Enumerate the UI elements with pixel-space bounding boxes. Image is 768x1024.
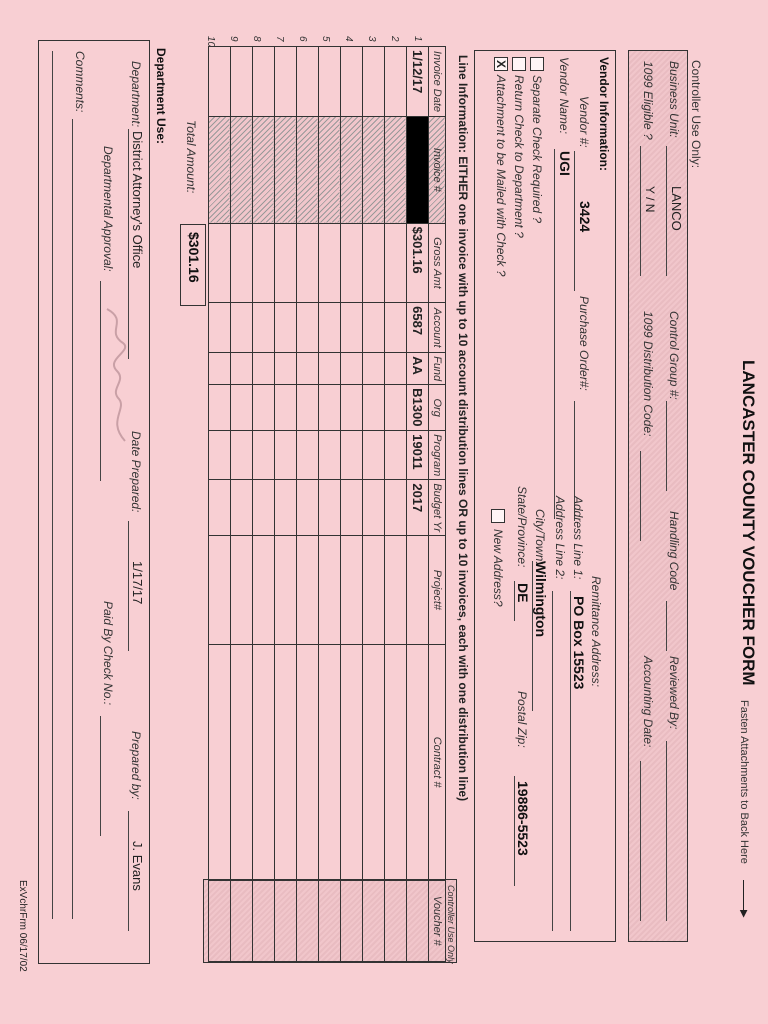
table-cell[interactable] — [209, 47, 231, 117]
table-cell[interactable] — [209, 116, 231, 223]
new-address-label: New Address? — [491, 529, 505, 607]
table-cell[interactable]: 6587 — [407, 303, 429, 353]
table-cell[interactable] — [319, 431, 341, 480]
table-cell[interactable] — [385, 880, 407, 961]
table-cell[interactable] — [385, 303, 407, 353]
separate-check-label: Separate Check Required ? — [530, 75, 544, 224]
vendor-number-line — [574, 151, 575, 291]
eligible-value: Y / N — [643, 186, 657, 213]
table-cell[interactable] — [231, 47, 253, 117]
table-row — [341, 47, 363, 962]
table-cell[interactable] — [363, 353, 385, 385]
addr1-label: Address Line 1: — [571, 496, 585, 580]
table-cell[interactable] — [275, 431, 297, 480]
city-value: Wilmington — [533, 561, 549, 638]
line-info-title: Line Information: — [456, 55, 470, 153]
table-cell[interactable] — [209, 353, 231, 385]
table-cell[interactable] — [319, 353, 341, 385]
reviewed-by-line — [666, 741, 667, 921]
comments-line-2 — [52, 51, 53, 919]
table-cell[interactable] — [297, 223, 319, 303]
table-cell[interactable] — [319, 536, 341, 645]
table-cell[interactable] — [297, 536, 319, 645]
table-cell[interactable] — [231, 353, 253, 385]
table-cell[interactable] — [275, 644, 297, 880]
table-cell[interactable]: 19011 — [407, 431, 429, 480]
reviewed-by-label: Reviewed By: — [667, 656, 681, 730]
table-cell[interactable] — [297, 644, 319, 880]
table-cell[interactable] — [341, 47, 363, 117]
table-cell[interactable] — [253, 116, 275, 223]
state-line — [514, 581, 515, 621]
comments-line-1 — [72, 119, 73, 919]
table-cell[interactable] — [275, 480, 297, 536]
table-header-row — [429, 47, 446, 962]
table-cell[interactable] — [319, 223, 341, 303]
row-number: 10 — [205, 36, 216, 48]
city-label: City/Town: — [533, 509, 547, 565]
table-row — [319, 47, 341, 962]
column-header: Fund — [429, 353, 446, 385]
table-cell[interactable] — [385, 431, 407, 480]
table-row — [275, 47, 297, 962]
table-cell[interactable] — [385, 644, 407, 880]
vendor-box — [474, 50, 616, 942]
separate-check-checkbox[interactable] — [530, 57, 544, 71]
table-cell[interactable] — [319, 880, 341, 961]
table-cell[interactable] — [231, 880, 253, 961]
table-cell[interactable] — [385, 47, 407, 117]
table-cell[interactable] — [209, 644, 231, 880]
table-cell[interactable] — [363, 644, 385, 880]
vendor-name-line — [554, 149, 555, 519]
arrow-head-icon: ▶ — [738, 910, 749, 918]
dept-value: District Attorney's Office — [130, 131, 145, 269]
table-cell[interactable] — [209, 536, 231, 645]
table-row — [253, 47, 275, 962]
addr2-label: Address Line 2: — [553, 496, 567, 580]
return-check-checkbox[interactable] — [512, 57, 526, 71]
total-label: Total Amount: — [184, 120, 198, 194]
table-cell[interactable] — [341, 480, 363, 536]
table-cell[interactable] — [231, 385, 253, 431]
addr1-line — [570, 591, 571, 931]
addr2-line — [552, 591, 553, 931]
row-number: 9 — [228, 36, 239, 42]
table-cell[interactable] — [275, 880, 297, 961]
vendor-name: UGI — [557, 151, 573, 176]
prepared-by-line — [128, 811, 129, 931]
control-group-label: Control Group #: — [667, 311, 681, 400]
zip-line — [514, 776, 515, 886]
table-cell[interactable] — [297, 47, 319, 117]
table-row — [209, 47, 231, 962]
table-cell[interactable] — [363, 431, 385, 480]
row-number: 8 — [251, 36, 262, 42]
table-cell[interactable] — [253, 480, 275, 536]
table-cell[interactable] — [231, 536, 253, 645]
table-cell[interactable] — [275, 385, 297, 431]
table-cell[interactable] — [209, 480, 231, 536]
table-cell[interactable] — [209, 385, 231, 431]
table-cell[interactable] — [385, 223, 407, 303]
paid-check-line — [100, 716, 101, 836]
row-number: 7 — [274, 36, 285, 42]
table-cell[interactable]: 2017 — [407, 480, 429, 536]
table-body — [209, 47, 429, 962]
controller-only-label: Controller Use Only — [446, 885, 456, 964]
table-cell[interactable] — [275, 353, 297, 385]
business-unit-label: Business Unit: — [667, 61, 681, 138]
handling-code-label: Handling Code — [667, 511, 681, 591]
table-cell[interactable] — [253, 353, 275, 385]
table-cell[interactable] — [385, 385, 407, 431]
table-cell[interactable] — [297, 353, 319, 385]
table-cell[interactable] — [275, 303, 297, 353]
table-cell[interactable] — [297, 431, 319, 480]
business-unit-value: LANCO — [669, 186, 684, 231]
table-cell[interactable] — [363, 385, 385, 431]
table-row — [363, 47, 385, 962]
handling-code-line — [666, 601, 667, 651]
zip-value: 19886-5523 — [515, 781, 531, 856]
state-label: State/Province: — [515, 486, 529, 568]
table-cell[interactable] — [297, 116, 319, 223]
table-cell[interactable] — [231, 116, 253, 223]
table-cell[interactable] — [385, 536, 407, 645]
table-cell[interactable] — [407, 880, 429, 961]
form-id: ExVchrFrm 06/17/02 — [17, 880, 28, 972]
table-cell[interactable] — [341, 116, 363, 223]
table-cell[interactable] — [319, 644, 341, 880]
row-number: 6 — [297, 36, 308, 42]
table-cell[interactable] — [297, 880, 319, 961]
table-cell[interactable] — [341, 880, 363, 961]
table-cell[interactable] — [319, 47, 341, 117]
column-header: Org — [429, 385, 446, 431]
column-header: Voucher # — [429, 880, 446, 961]
column-header: Budget Yr — [429, 480, 446, 536]
paid-check-label: Paid By Check No.: — [101, 601, 115, 706]
accounting-date-label: Accounting Date: — [641, 656, 655, 748]
department-box — [38, 40, 150, 964]
table-cell[interactable] — [341, 303, 363, 353]
table-cell[interactable] — [363, 880, 385, 961]
column-header: Program — [429, 431, 446, 480]
table-cell[interactable] — [253, 431, 275, 480]
table-cell[interactable] — [363, 47, 385, 117]
control-group-line — [666, 401, 667, 491]
column-header: Invoice # — [429, 116, 446, 223]
eligible-label: 1099 Eligible ? — [641, 61, 655, 140]
row-number: 4 — [343, 36, 354, 42]
table-cell[interactable] — [275, 536, 297, 645]
row-number: 2 — [389, 36, 400, 42]
date-prepared-value: 1/17/17 — [130, 561, 145, 605]
table-cell[interactable] — [363, 223, 385, 303]
table-cell[interactable] — [385, 353, 407, 385]
table-cell[interactable] — [341, 385, 363, 431]
total-value: $301.16 — [186, 232, 202, 283]
table-cell[interactable] — [319, 303, 341, 353]
table-cell[interactable] — [253, 880, 275, 961]
table-cell[interactable] — [341, 644, 363, 880]
table-cell[interactable] — [275, 223, 297, 303]
state-value: DE — [515, 583, 531, 603]
row-number: 1 — [412, 36, 423, 42]
table-cell[interactable] — [385, 480, 407, 536]
city-line — [532, 561, 533, 711]
approval-label: Departmental Approval: — [101, 146, 115, 272]
table-cell[interactable] — [209, 303, 231, 353]
form-title: LANCASTER COUNTY VOUCHER FORM — [739, 360, 758, 686]
table-cell[interactable] — [341, 223, 363, 303]
table-cell[interactable] — [341, 431, 363, 480]
distribution-line — [640, 451, 641, 541]
controller-box — [628, 50, 688, 942]
column-header: Account — [429, 303, 446, 353]
table-cell[interactable] — [385, 116, 407, 223]
table-cell[interactable] — [253, 644, 275, 880]
table-cell[interactable]: B1300 — [407, 385, 429, 431]
distribution-label: 1099 Distribution Code: — [641, 311, 655, 437]
vendor-number-label: Vendor #: — [577, 96, 591, 148]
eligible-line — [640, 146, 641, 276]
table-cell[interactable] — [297, 303, 319, 353]
table-cell[interactable] — [209, 223, 231, 303]
date-prepared-label: Date Prepared: — [129, 431, 143, 513]
table-cell[interactable] — [209, 880, 231, 961]
dept-label: Department: — [129, 61, 143, 128]
remit-label: Remittance Address: — [589, 576, 603, 687]
table-cell[interactable] — [231, 480, 253, 536]
table-cell[interactable] — [319, 480, 341, 536]
table-cell[interactable] — [231, 431, 253, 480]
attachment-checkbox[interactable]: X — [494, 57, 508, 71]
table-cell[interactable] — [297, 480, 319, 536]
table-cell[interactable] — [341, 353, 363, 385]
prepared-by-label: Prepared by: — [129, 731, 143, 800]
table-cell[interactable] — [253, 303, 275, 353]
return-check-label: Return Check to Department ? — [512, 75, 526, 238]
table-cell[interactable] — [275, 47, 297, 117]
business-unit-line — [666, 146, 667, 276]
line-info-heading — [456, 55, 470, 801]
department-heading: Department Use: — [154, 48, 168, 145]
comments-label: Comments: — [73, 51, 87, 113]
table-cell[interactable] — [209, 431, 231, 480]
date-prepared-line — [128, 521, 129, 651]
table-cell[interactable] — [363, 480, 385, 536]
column-header: Gross Amt — [429, 223, 446, 303]
table-cell[interactable] — [231, 644, 253, 880]
po-label: Purchase Order#: — [577, 296, 591, 391]
vendor-number: 3424 — [577, 201, 593, 233]
signature-icon — [99, 301, 135, 451]
table-cell[interactable] — [253, 223, 275, 303]
table-cell[interactable] — [253, 385, 275, 431]
column-header: Project# — [429, 536, 446, 645]
vendor-heading: Vendor Information: — [597, 57, 611, 171]
controller-heading: Controller Use Only: — [689, 60, 703, 169]
table-row — [297, 47, 319, 962]
table-cell[interactable] — [363, 303, 385, 353]
table-row — [231, 47, 253, 962]
addr1-value: PO Box 15523 — [571, 596, 587, 690]
table-cell[interactable] — [253, 536, 275, 645]
table-cell[interactable] — [297, 385, 319, 431]
row-number: 5 — [320, 36, 331, 42]
table-cell[interactable]: AA — [407, 353, 429, 385]
table-cell[interactable] — [319, 116, 341, 223]
fasten-note: Fasten Attachments to Back Here — [738, 700, 750, 864]
table-cell[interactable] — [341, 536, 363, 645]
table-cell[interactable] — [253, 47, 275, 117]
table-cell[interactable] — [407, 644, 429, 880]
table-cell[interactable]: 1/12/17 — [407, 47, 429, 117]
fasten-arrow-icon — [743, 880, 744, 914]
column-header: Contract # — [429, 644, 446, 880]
zip-label: Postal Zip: — [515, 691, 529, 748]
table-cell[interactable] — [319, 385, 341, 431]
table-cell[interactable] — [231, 223, 253, 303]
vendor-name-label: Vendor Name: — [557, 57, 571, 134]
table-cell[interactable] — [275, 116, 297, 223]
column-header: Invoice Date — [429, 47, 446, 117]
table-cell[interactable]: $301.16 — [407, 223, 429, 303]
table-cell[interactable] — [363, 536, 385, 645]
accounting-date-line — [640, 761, 641, 921]
attachment-label: Attachment to be Mailed with Check ? — [494, 75, 508, 277]
row-number: 3 — [366, 36, 377, 42]
table-cell[interactable] — [231, 303, 253, 353]
line-info-instructions: EITHER one invoice with up to 10 account distribution lines OR up to 10 invoices, each with one distribution line) — [456, 156, 470, 802]
prepared-by-value: J. Evans — [130, 841, 145, 891]
table-cell[interactable] — [407, 536, 429, 645]
table-row — [407, 47, 429, 962]
table-row — [385, 47, 407, 962]
table-cell[interactable] — [363, 116, 385, 223]
redacted-invoice-number[interactable] — [407, 116, 429, 223]
new-address-checkbox[interactable] — [491, 509, 505, 523]
line-items-table — [208, 46, 446, 962]
